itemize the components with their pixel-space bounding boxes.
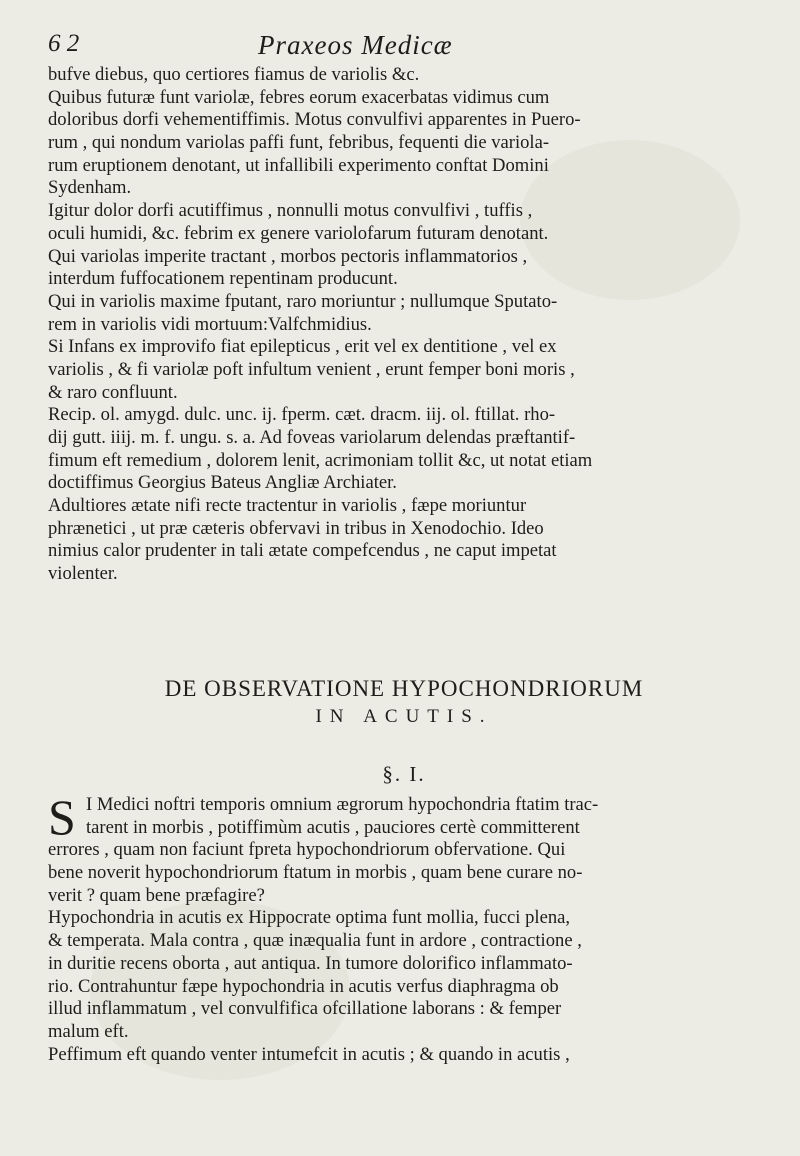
text-line: violenter. — [48, 563, 118, 585]
page-number: 6 2 — [48, 30, 80, 57]
text-line: Qui in variolis maxime fputant, raro moriuntur ; nullumque Sputato- — [48, 290, 558, 312]
text-line: Qui variolas imperite tractant , morbos pectoris inflammatorios , — [48, 245, 528, 267]
running-head: Praxeos Medicæ — [258, 30, 453, 60]
text-line: fimum eft remedium , dolorem lenit, acrimoniam tollit &c, ut notat etiam — [48, 449, 593, 471]
text-line: & raro confluunt. — [48, 381, 178, 403]
text-line: oculi humidi, &c. febrim ex genere variolofarum futuram denotant. — [48, 222, 549, 244]
text-line: Hypochondria in acutis ex Hippocrate optima funt mollia, fucci plena, — [48, 907, 571, 929]
text-line: Igitur dolor dorfi acutiffimus , nonnulli motus convulfivi , tuffis , — [48, 200, 533, 222]
text-line: bene noverit hypochondriorum ftatum in morbis , quam bene curare no- — [48, 862, 583, 884]
text-line: rum , qui nondum variolas paffi funt, febribus, fequenti die variola- — [48, 132, 550, 154]
text-block-variolae — [48, 64, 760, 586]
section-title: DE OBSERVATIONE HYPOCHONDRIORUM — [164, 676, 644, 701]
text-line: errores , quam non faciunt fpreta hypochondriorum obfervatione. Qui — [48, 839, 566, 861]
text-line: variolis , & fi variolæ poft infultum venient , erunt femper boni moris , — [48, 358, 575, 380]
text-line: rum eruptionem denotant, ut infallibili experimento conftat Domini — [48, 154, 549, 176]
text-line: nimius calor prudenter in tali ætate compefcendus , ne caput impetat — [48, 540, 557, 562]
text-line: verit ? quam bene præfagire? — [48, 884, 265, 906]
text-line: dij gutt. iiij. m. f. ungu. s. a. Ad foveas variolarum delendas præftantif- — [48, 427, 576, 448]
text-line: doctiffimus Georgius Bateus Angliæ Archiater. — [48, 472, 397, 494]
text-line: & temperata. Mala contra , quæ inæqualia funt in ardore , contractione , — [48, 930, 582, 952]
text-line: illud inflammatum , vel convulfifica ofcillatione laborans : & femper — [48, 998, 562, 1020]
text-line: Recip. ol. amygd. dulc. unc. ij. fperm. cæt. dracm. iij. ol. ftillat. rho- — [48, 404, 556, 426]
text-line: Si Infans ex improvifo fiat epilepticus , erit vel ex dentitione , vel ex — [48, 336, 557, 358]
page-header — [48, 30, 758, 64]
text-line: malum eft. — [48, 1020, 129, 1042]
text-line: rem in variolis vidi mortuum:Valfchmidius. — [48, 313, 372, 335]
text-line: Adultiores ætate nifi recte tractentur in variolis , fæpe moriuntur — [48, 495, 527, 517]
text-line: Sydenham. — [48, 177, 132, 199]
text-line: in duritie recens oborta , aut antiqua. In tumore dolorifico inflammato- — [48, 952, 573, 974]
text-line: bufve diebus, quo certiores fiamus de variolis &c. — [48, 64, 420, 85]
text-line: rio. Contrahuntur fæpe hypochondria in acutis verfus diaphragma ob — [48, 975, 559, 997]
text-line: Quibus futuræ funt variolæ, febres eorum exacerbatas vidimus cum — [48, 86, 550, 108]
text-line: phrænetici , ut præ cæteris obfervavi in tribus in Xenodochio. Ideo — [48, 517, 544, 539]
section-subtitle: IN ACUTIS. — [315, 706, 493, 727]
drop-cap: S — [48, 789, 76, 845]
text-line: interdum fuffocationem repentinam producunt. — [48, 268, 398, 290]
paragraph-mark: §. I. — [382, 762, 426, 786]
text-block-hypochondria — [48, 789, 760, 1066]
text-line: Peffimum eft quando venter intumefcit in acutis ; & quando in acutis , — [48, 1043, 570, 1065]
text-line: doloribus dorfi vehementiffimis. Motus convulfivi apparentes in Puero- — [48, 109, 581, 131]
text-line: tarent in morbis , potiffimùm acutis , pauciores certè committerent — [86, 816, 580, 838]
text-line: I Medici noftri temporis omnium ægrorum hypochondria ftatim trac- — [86, 794, 599, 815]
